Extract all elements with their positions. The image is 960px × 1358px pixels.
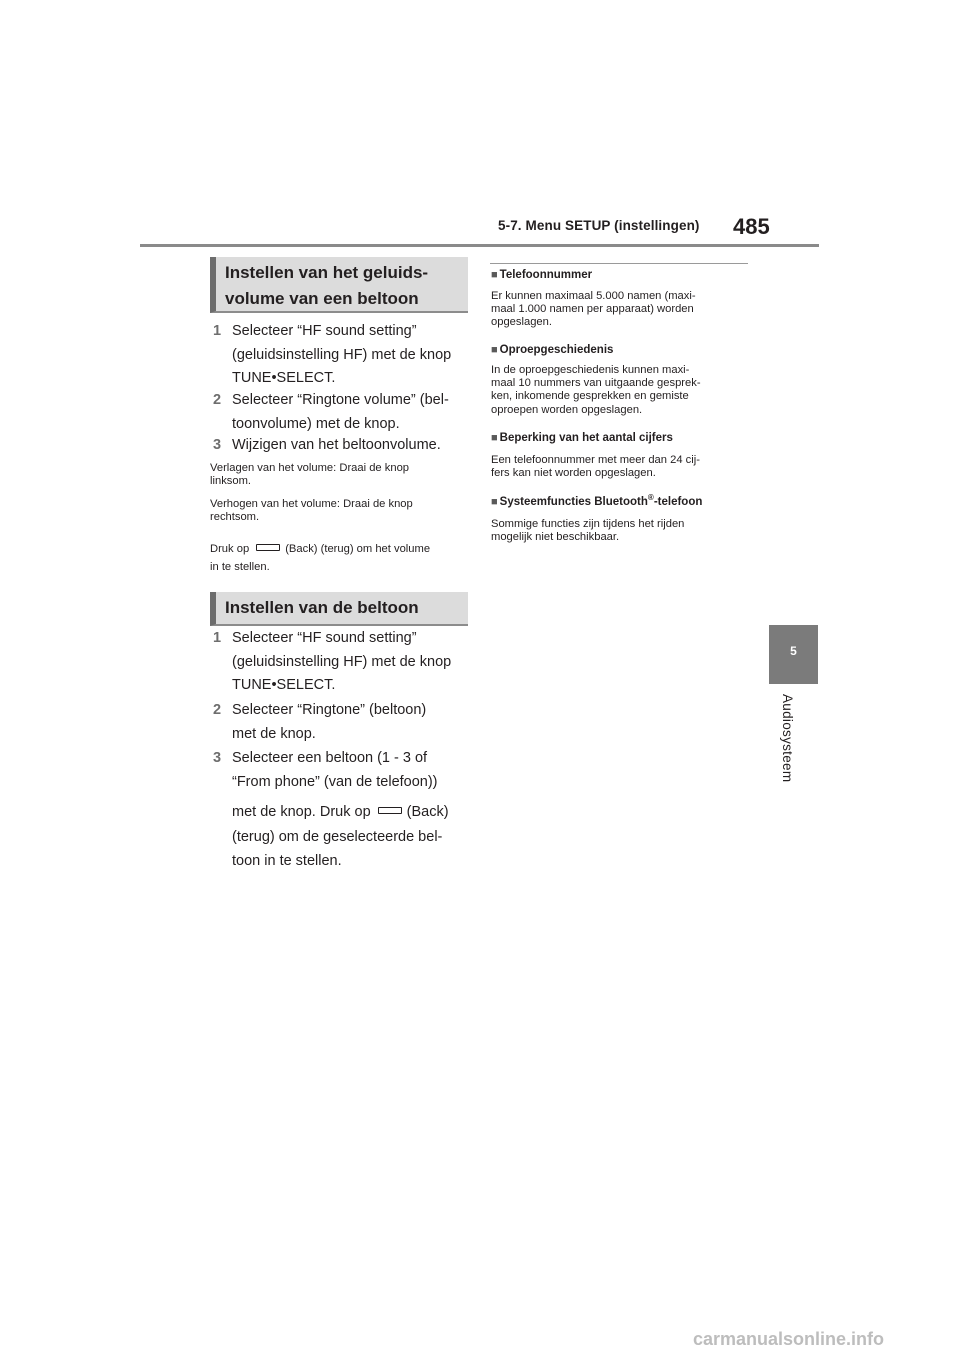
info-body: Een telefoonnummer met meer dan 24 cij- fers kan niet worden opgeslagen. — [491, 454, 700, 480]
step-text: “From phone” (van de telefoon)) — [232, 773, 438, 790]
info-title: ■ Beperking van het aantal cijfers — [491, 432, 673, 444]
step-text: Selecteer “HF sound setting” — [232, 630, 417, 646]
step-text: Selecteer “Ringtone volume” (bel- — [232, 392, 449, 408]
note-line: Verlagen van het volume: Draai de knop — [210, 462, 410, 474]
step-number: 3 — [213, 750, 222, 766]
step-number: 2 — [213, 392, 222, 408]
watermark: carmanualsonline.info — [693, 1329, 885, 1349]
step-text: TUNE•SELECT. — [232, 370, 336, 386]
note-line: rechtsom. — [210, 511, 260, 523]
step-number: 1 — [213, 323, 222, 339]
info-body: Sommige functies zijn tijdens het rijden mogelijk niet beschikbaar. — [491, 518, 685, 544]
step-number: 2 — [213, 702, 222, 718]
back-button-icon — [256, 544, 280, 551]
note-text — [210, 462, 468, 488]
step-item — [213, 389, 468, 436]
note-line: Druk op (Back) (terug) om het volume — [210, 543, 431, 555]
step-text: Selecteer “Ringtone” (beltoon) — [232, 702, 427, 718]
info-title: ■ Telefoonnummer — [491, 269, 593, 281]
step-number: 1 — [213, 630, 222, 646]
info-body: In de oproepgeschiedenis kunnen maxi- maal 10 nummers van uitgaande gesprek- ken, inkomende gesprekken en gemiste oproepen worden opgeslagen. — [491, 364, 701, 416]
step-number: 3 — [213, 437, 222, 453]
header-divider — [140, 244, 819, 247]
back-button-icon — [378, 807, 402, 814]
step-item — [213, 627, 468, 698]
step-text: Selecteer een beltoon (1 - 3 of — [232, 750, 428, 766]
step-text: (terug) om de geselecteerde bel- — [232, 828, 443, 845]
step-item — [213, 320, 468, 391]
heading-line: volume van een beltoon — [225, 289, 419, 308]
step-text: TUNE•SELECT. — [232, 677, 336, 693]
step-text: toon in te stellen. — [232, 853, 342, 869]
section-title: 5-7. Menu SETUP (instellingen) — [498, 218, 700, 233]
column-divider — [490, 263, 748, 264]
heading-line: Instellen van de beltoon — [225, 598, 419, 617]
note-line: Verhogen van het volume: Draai de knop — [210, 498, 413, 510]
section-heading-ringtone — [210, 592, 468, 626]
bullet-square-icon: ■ — [491, 496, 498, 508]
info-title: ■ Oproepgeschiedenis — [491, 344, 614, 356]
step-text: (geluidsinstelling HF) met de knop — [232, 346, 452, 363]
note-line: linksom. — [210, 475, 252, 487]
bullet-square-icon: ■ — [491, 432, 498, 444]
back-note — [210, 540, 468, 576]
step-text: met de knop. — [232, 725, 316, 742]
bullet-square-icon: ■ — [491, 344, 498, 356]
step-text: Selecteer “HF sound setting” — [232, 323, 417, 339]
step-item — [213, 699, 468, 746]
step-item — [213, 434, 468, 458]
chapter-label: Audiosysteem — [780, 694, 795, 783]
step-text: toonvolume) met de knop. — [232, 415, 400, 432]
step-item — [213, 747, 468, 874]
step-text: Wijzigen van het beltoonvolume. — [232, 437, 441, 453]
page-number: 485 — [733, 214, 770, 239]
bullet-square-icon: ■ — [491, 269, 498, 281]
heading-line: Instellen van het geluids- — [225, 263, 429, 282]
section-heading-volume — [210, 257, 468, 313]
info-title: ■ Systeemfuncties Bluetooth®-telefoon — [491, 493, 703, 508]
info-body: Er kunnen maximaal 5.000 namen (maxi- maal 1.000 namen per apparaat) worden opgeslagen. — [491, 290, 696, 329]
note-line: in te stellen. — [210, 561, 270, 573]
chapter-number: 5 — [790, 644, 797, 658]
note-text — [210, 498, 468, 524]
step-text: met de knop. Druk op (Back) — [232, 804, 449, 820]
step-text: (geluidsinstelling HF) met de knop — [232, 653, 452, 670]
